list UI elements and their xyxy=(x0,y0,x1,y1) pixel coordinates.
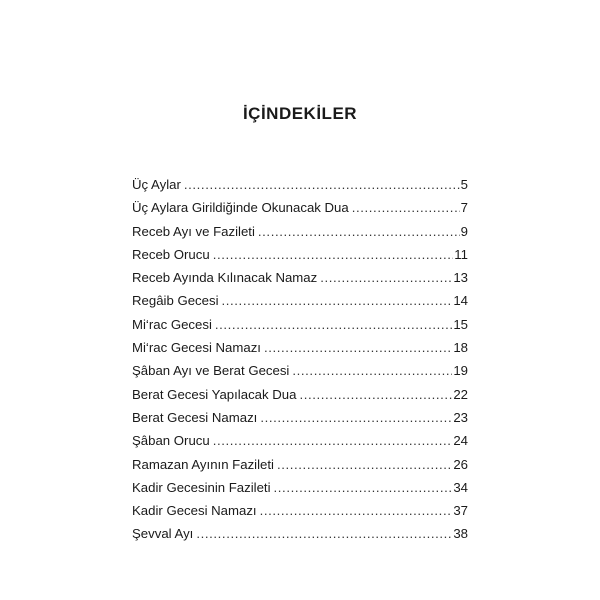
toc-entry xyxy=(132,196,468,219)
toc-entry xyxy=(132,289,468,312)
dot-leader xyxy=(264,336,452,359)
toc-page-number: 18 xyxy=(453,340,468,356)
toc-entry-title: Şâban Orucu xyxy=(132,433,210,449)
toc-entry xyxy=(132,383,468,406)
toc-page-number: 5 xyxy=(460,177,468,192)
toc-page-number: 38 xyxy=(453,526,468,542)
toc-page-number: 24 xyxy=(453,433,468,449)
toc-entry-title: Üç Aylar xyxy=(132,177,181,192)
toc-entry-title: Şevval Ayı xyxy=(132,526,194,542)
toc-entry xyxy=(132,243,468,266)
dot-leader xyxy=(274,476,453,499)
toc-entry-title: Berat Gecesi Yapılacak Dua xyxy=(132,386,297,402)
toc-entry xyxy=(132,266,468,289)
toc-entry-title: Kadir Gecesinin Fazileti xyxy=(132,479,271,495)
toc-entry xyxy=(132,220,468,243)
toc-entry-title: Üç Aylara Girildiğinde Okunacak Dua xyxy=(132,200,349,216)
toc-entry xyxy=(132,429,468,452)
toc-entry-title: Kadir Gecesi Namazı xyxy=(132,503,257,519)
toc-entry-title: Mi‘rac Gecesi Namazı xyxy=(132,340,261,356)
toc-page-number: 11 xyxy=(454,246,468,262)
toc-page-number: 7 xyxy=(460,200,468,216)
toc-page-number: 13 xyxy=(453,270,468,286)
toc-entry xyxy=(132,476,468,499)
toc-page-number: 22 xyxy=(453,386,468,402)
toc-entry xyxy=(132,406,468,429)
toc-entry xyxy=(132,173,468,196)
toc-page-number: 15 xyxy=(453,316,468,332)
toc-entry-title: Regâib Gecesi xyxy=(132,293,219,309)
toc-entry-title: Şâban Ayı ve Berat Gecesi xyxy=(132,363,290,379)
dot-leader xyxy=(299,383,452,406)
toc-page-number: 19 xyxy=(453,363,468,379)
toc-entry xyxy=(132,336,468,359)
dot-leader xyxy=(258,220,460,243)
dot-leader xyxy=(184,173,460,196)
toc-entry-title: Ramazan Ayının Fazileti xyxy=(132,456,274,472)
table-of-contents xyxy=(132,173,468,546)
toc-page-number: 23 xyxy=(453,409,468,425)
dot-leader xyxy=(213,243,454,266)
toc-page-number: 34 xyxy=(453,479,468,495)
dot-leader xyxy=(277,453,452,476)
dot-leader xyxy=(320,266,452,289)
toc-entry-title: Receb Ayı ve Fazileti xyxy=(132,223,255,239)
toc-entry-title: Berat Gecesi Namazı xyxy=(132,409,258,425)
toc-entry-title: Receb Ayında Kılınacak Namaz xyxy=(132,270,318,286)
dot-leader xyxy=(196,522,452,545)
toc-entry xyxy=(132,499,468,522)
dot-leader xyxy=(215,313,452,336)
toc-page-number: 9 xyxy=(460,223,468,239)
dot-leader xyxy=(260,499,453,522)
toc-entry xyxy=(132,313,468,336)
toc-entry xyxy=(132,453,468,476)
dot-leader xyxy=(260,406,452,429)
toc-entry xyxy=(132,359,468,382)
toc-entry xyxy=(132,522,468,545)
dot-leader xyxy=(352,196,460,219)
dot-leader xyxy=(213,429,453,452)
toc-entry-title: Mi‘rac Gecesi xyxy=(132,316,212,332)
page-title: İÇİNDEKİLER xyxy=(242,104,358,123)
toc-entry-title: Receb Orucu xyxy=(132,246,210,262)
toc-page-number: 26 xyxy=(453,456,468,472)
dot-leader xyxy=(222,289,453,312)
dot-leader xyxy=(292,359,452,382)
toc-page-number: 14 xyxy=(453,293,468,309)
toc-page-number: 37 xyxy=(453,503,468,519)
